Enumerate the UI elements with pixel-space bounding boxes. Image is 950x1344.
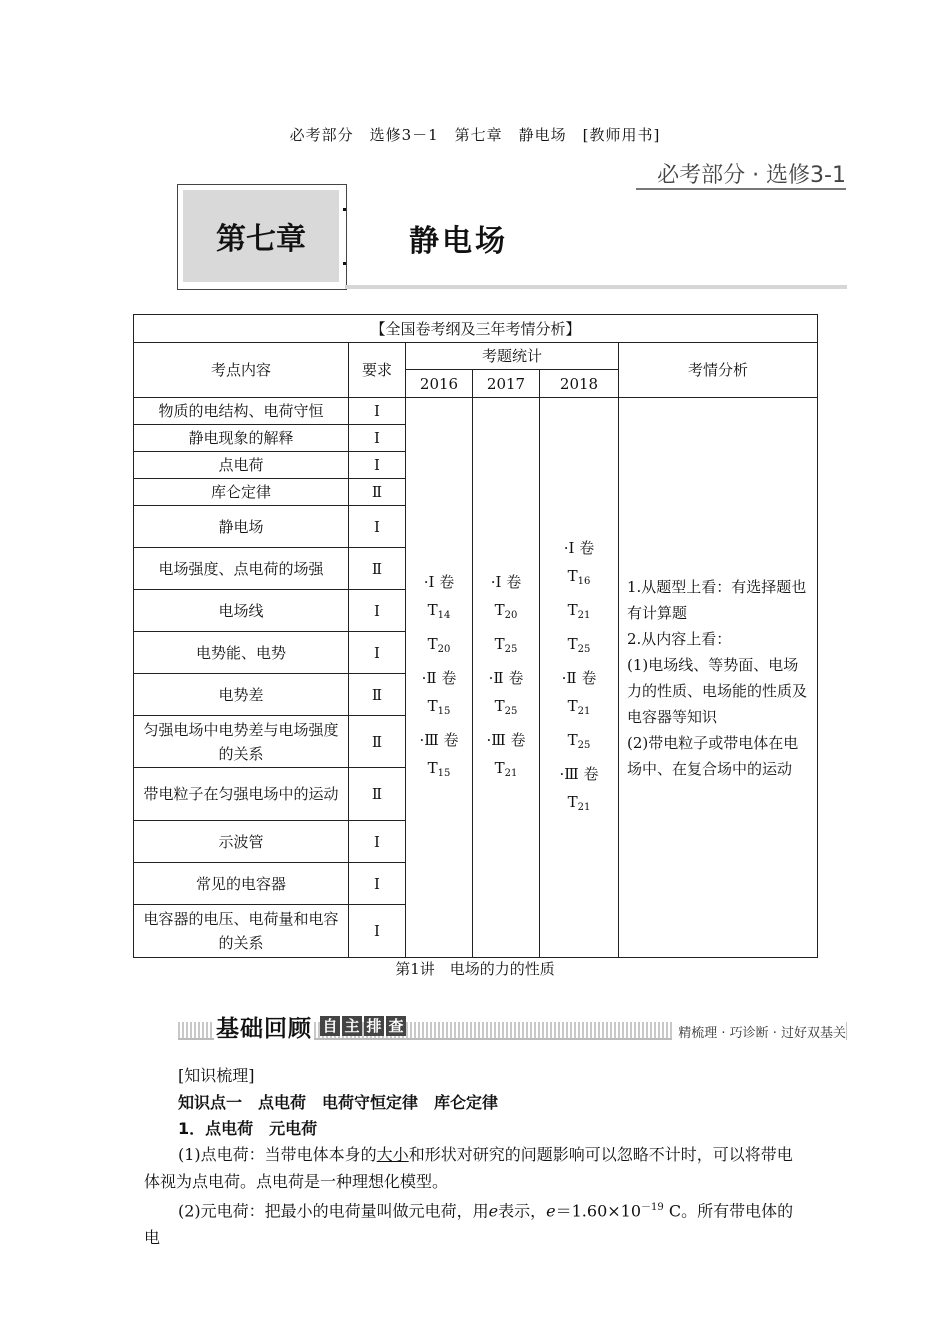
stat-entry: $T_{20}$ bbox=[494, 600, 518, 621]
stat-entry: ·Ⅱ 卷 bbox=[421, 668, 457, 687]
banner-subtitle bbox=[320, 1016, 406, 1036]
banner-sub-char: 主 bbox=[342, 1016, 362, 1036]
stat-entry: $T_{21}$ bbox=[567, 600, 591, 621]
level-cell: Ⅰ bbox=[349, 905, 406, 958]
stat-entry: $T_{21}$ bbox=[567, 792, 591, 813]
stat-entry: ·Ⅰ 卷 bbox=[423, 572, 455, 591]
level-cell: Ⅱ bbox=[349, 674, 406, 716]
topic-cell: 电势能、电势 bbox=[134, 632, 349, 674]
stat-entry: $T_{21}$ bbox=[494, 758, 518, 779]
stat-entry: $T_{25}$ bbox=[494, 634, 518, 655]
knowledge-point-heading: 知识点一 点电荷 电荷守恒定律 库仑定律 bbox=[178, 1093, 499, 1112]
stats-2016-cell bbox=[406, 398, 473, 958]
running-header: 必考部分 选修3－1 第七章 静电场 [教师用书] bbox=[289, 126, 661, 144]
chapter-title: 静电场 bbox=[409, 224, 508, 259]
stat-entry: $T_{25}$ bbox=[567, 730, 591, 751]
stats-2018-cell bbox=[540, 398, 619, 958]
stat-entry: $T_{15}$ bbox=[427, 696, 451, 717]
level-cell: Ⅱ bbox=[349, 548, 406, 590]
stat-entry: $T_{25}$ bbox=[494, 696, 518, 717]
topic-cell: 库仑定律 bbox=[134, 479, 349, 506]
paragraph-elementary-charge: (2)元电荷：把最小的电荷量叫做元电荷，用e表示，$e=1.60\times 10^{-19}$ C。所有带电体的电 bbox=[144, 1201, 794, 1248]
level-cell: Ⅰ bbox=[349, 821, 406, 863]
level-cell: Ⅰ bbox=[349, 506, 406, 548]
level-cell: Ⅰ bbox=[349, 590, 406, 632]
header-content: 考点内容 bbox=[134, 343, 349, 398]
level-cell: Ⅰ bbox=[349, 425, 406, 452]
year-header: 2017 bbox=[473, 370, 540, 398]
exam-analysis-table bbox=[133, 314, 818, 958]
paragraph-point-charge: (1)点电荷：当带电体本身的大小和形状对研究的问题影响可以忽略不计时，可以将带电体视为点电荷。点电荷是一种理想化模型。 bbox=[144, 1145, 793, 1191]
topic-cell: 物质的电结构、电荷守恒 bbox=[134, 398, 349, 425]
header-stats: 考题统计 bbox=[406, 343, 619, 370]
banner-sub-char: 查 bbox=[386, 1016, 406, 1036]
stat-entry: $T_{20}$ bbox=[427, 634, 451, 655]
topic-cell: 匀强电场中电势差与电场强度的关系 bbox=[134, 716, 349, 768]
lecture-title: 第1讲 电场的力的性质 bbox=[395, 960, 555, 978]
section-rule bbox=[636, 188, 846, 190]
banner-tagline: 精梳理 · 巧诊断 · 过好双基关 bbox=[672, 1022, 846, 1041]
level-cell: Ⅰ bbox=[349, 863, 406, 905]
banner-title: 基础回顾 bbox=[214, 1010, 314, 1043]
level-cell: Ⅰ bbox=[349, 452, 406, 479]
level-cell: Ⅰ bbox=[349, 398, 406, 425]
topic-cell: 静电场 bbox=[134, 506, 349, 548]
level-cell: Ⅱ bbox=[349, 479, 406, 506]
topic-cell: 电场线 bbox=[134, 590, 349, 632]
underlined-term: 大小 bbox=[376, 1145, 409, 1164]
header-analysis: 考情分析 bbox=[619, 343, 818, 398]
table-caption: 【全国卷考纲及三年考情分析】 bbox=[134, 315, 818, 343]
banner-sub-char: 自 bbox=[320, 1016, 340, 1036]
stat-entry: ·Ⅰ 卷 bbox=[490, 572, 522, 591]
topic-cell: 示波管 bbox=[134, 821, 349, 863]
header-requirement: 要求 bbox=[349, 343, 406, 398]
item-heading: 1．点电荷 元电荷 bbox=[178, 1119, 318, 1138]
year-header: 2018 bbox=[540, 370, 619, 398]
level-cell: Ⅰ bbox=[349, 632, 406, 674]
stat-entry: ·Ⅲ 卷 bbox=[419, 730, 459, 749]
stat-entry: ·Ⅲ 卷 bbox=[486, 730, 526, 749]
chapter-box-tick bbox=[343, 208, 346, 211]
stat-entry: $T_{21}$ bbox=[567, 696, 591, 717]
stat-entry: ·Ⅲ 卷 bbox=[559, 764, 599, 783]
topic-cell: 电势差 bbox=[134, 674, 349, 716]
topic-cell: 电容器的电压、电荷量和电容的关系 bbox=[134, 905, 349, 958]
stat-entry: ·Ⅰ 卷 bbox=[563, 538, 595, 557]
stat-entry: ·Ⅱ 卷 bbox=[488, 668, 524, 687]
stat-entry: ·Ⅱ 卷 bbox=[561, 668, 597, 687]
topic-cell: 常见的电容器 bbox=[134, 863, 349, 905]
topic-cell: 电场强度、点电荷的场强 bbox=[134, 548, 349, 590]
topic-cell: 点电荷 bbox=[134, 452, 349, 479]
topic-cell: 带电粒子在匀强电场中的运动 bbox=[134, 768, 349, 821]
stat-entry: $T_{15}$ bbox=[427, 758, 451, 779]
year-header: 2016 bbox=[406, 370, 473, 398]
chapter-box-tick bbox=[343, 262, 346, 265]
analysis-line: (1)电场线、等势面、电场力的性质、电场能的性质及电容器等知识 bbox=[627, 655, 808, 726]
stats-2017-cell bbox=[473, 398, 540, 958]
topic-cell: 静电现象的解释 bbox=[134, 425, 349, 452]
banner-sub-char: 排 bbox=[364, 1016, 384, 1036]
chapter-rule bbox=[345, 285, 847, 289]
analysis-line: (2)带电粒子或带电体在电场中、在复合场中的运动 bbox=[627, 733, 799, 778]
analysis-line: 2.从内容上看： bbox=[627, 629, 732, 648]
section-label: 必考部分 · 选修3-1 bbox=[657, 163, 846, 188]
stat-entry: $T_{16}$ bbox=[567, 566, 591, 587]
level-cell: Ⅱ bbox=[349, 768, 406, 821]
section-heading: [知识梳理] bbox=[178, 1066, 255, 1085]
stat-entry: $T_{25}$ bbox=[567, 634, 591, 655]
level-cell: Ⅱ bbox=[349, 716, 406, 768]
analysis-cell bbox=[619, 398, 818, 958]
analysis-line: 1.从题型上看：有选择题也有计算题 bbox=[627, 577, 807, 622]
chapter-number: 第七章 bbox=[216, 222, 306, 257]
stat-entry: $T_{14}$ bbox=[427, 600, 451, 621]
